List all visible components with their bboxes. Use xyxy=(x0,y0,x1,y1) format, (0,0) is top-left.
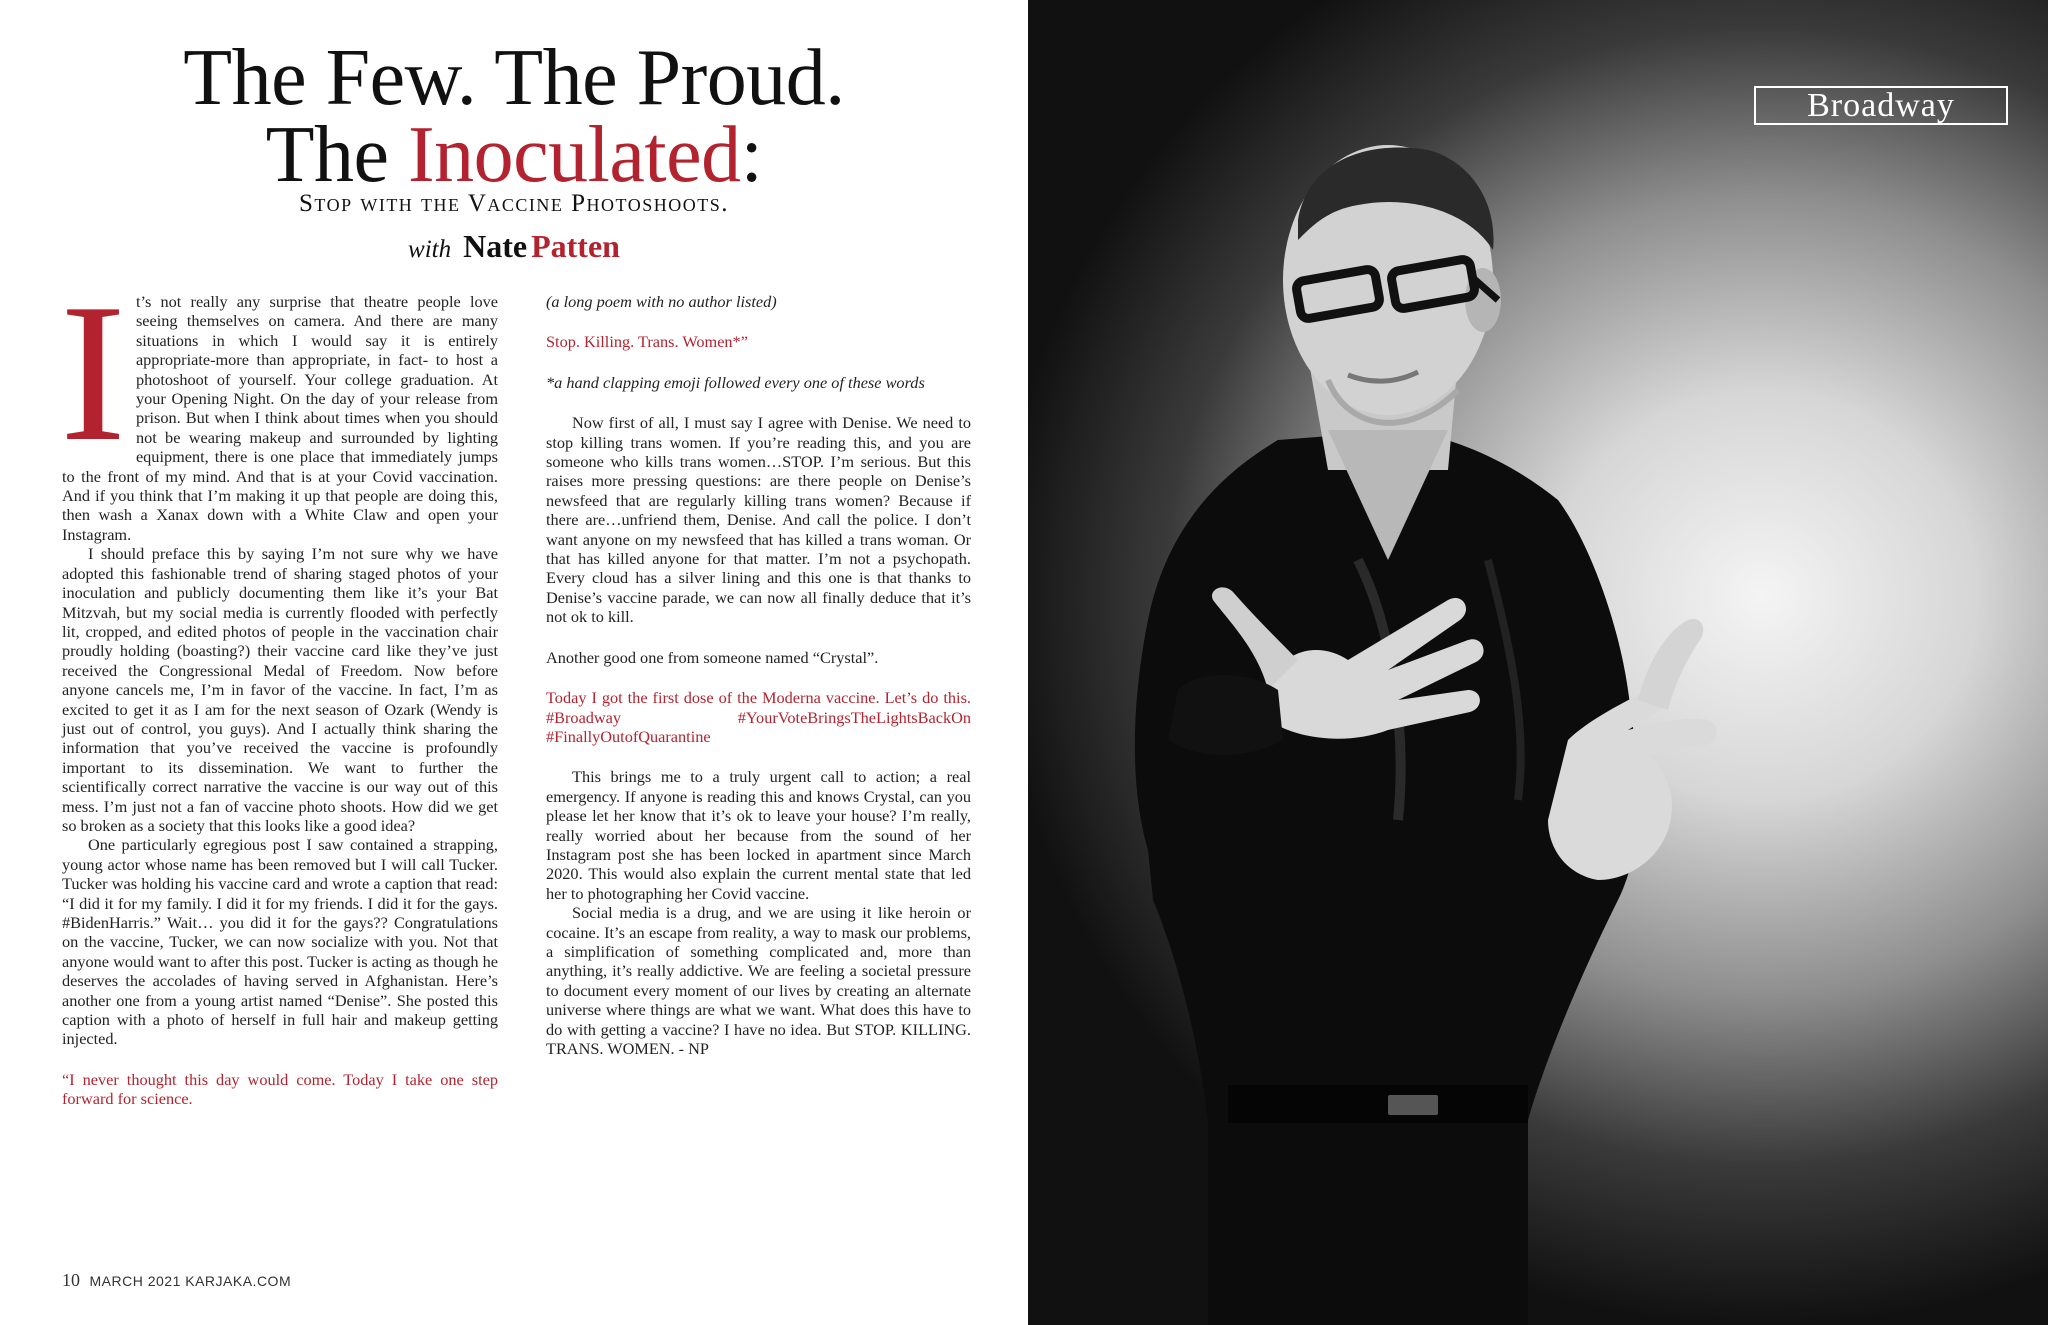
poem-note: (a long poem with no author listed) xyxy=(546,292,777,311)
page-number: 10 xyxy=(62,1270,80,1290)
paragraph: t’s not really any surprise that theatre people love seeing themselves on camera. And there are many situations in which I would say it is entirely appropriate-more than appropriate, in fact- to host a photoshoot of yourself. Your college graduation. At your Opening Night. On the day of your release from prison. But when I think about times when you should not be wearing makeup and surrounded by lighting equipment, there is one place that immediately jumps to the front of my mind. And that is at your Covid vaccination. And if you think that I’m making it up that people are doing this, then wash a Xanax down with a White Claw and open your Instagram. xyxy=(62,292,498,544)
drop-cap: I xyxy=(60,263,126,482)
section-tag: Broadway xyxy=(1754,86,2008,125)
portrait-photo xyxy=(1028,0,2048,1325)
author-last-name: Patten xyxy=(531,228,620,264)
byline xyxy=(0,228,1028,265)
paragraph: One particularly egregious post I saw contained a strapping, young actor whose name has been removed but I will call Tucker. Tucker was holding his vaccine card and wrote a caption that read: “I did it for my family. I did it for my friends. I did it for the gays. #BidenHarris.” Wait… you did it for the gays?? Congratulations on the vaccine, Tucker, we can now socialize with you. Not that anyone would want to after this post. Tucker is acting as though he deserves the accolades of having served in Afghanistan. Here’s another one from a young artist named “Denise”. She posted this caption with a photo of herself in full hair and makeup getting injected. xyxy=(62,835,498,1049)
finger-up xyxy=(1638,619,1703,710)
issue-info: MARCH 2021 KARJAKA.COM xyxy=(89,1273,292,1289)
page-footer xyxy=(62,1270,291,1291)
paragraph: Social media is a drug, and we are using it like heroin or cocaine. It’s an escape from reality, a way to mask our problems, a simplification of something complicated and, more than anything, it’s really addictive. We are feeling a societal pressure to document every moment of our lives by creating an alternate universe where things are what we want. What does this have to do with getting a vaccine? I have no idea. But STOP. KILLING. TRANS. WOMEN. - NP xyxy=(546,903,971,1058)
paragraph: Now first of all, I must say I agree with Denise. We need to stop killing trans women. If you’re reading this, and you are someone who kills trans women…STOP. I’m serious. But this raises more pressing questions: are there people on Denise’s newsfeed that are regularly killing trans women? Because if there are…unfriend them, Denise. And call the police. I don’t want anyone on my newsfeed that has killed a trans woman. Or that has killed anyone for that matter. I’m not a psychopath. Every cloud has a silver lining and this one is that thanks to Denise’s vaccine parade, we can now all finally deduce that it’s not ok to kill. xyxy=(546,413,971,627)
title-line2-post: : xyxy=(740,111,763,199)
article-column-1 xyxy=(60,263,498,1109)
pull-quote: Today I got the first dose of the Moderna vaccine. Let’s do this. #Broadway #YourVoteBringsTheLightsBackOn #FinallyOutofQuarantine xyxy=(546,688,971,746)
sleeve-left xyxy=(1168,675,1283,755)
article-subtitle: Stop with the Vaccine Photoshoots. xyxy=(299,190,729,217)
belt-buckle xyxy=(1388,1095,1438,1115)
paragraph: I should preface this by saying I’m not sure why we have adopted this fashionable trend of sharing staged photos of your inoculation and publicly documenting them like it’s your Bat Mitzvah, but my social media is currently flooded with perfectly lit, cropped, and edited photos of people in the vaccination chair proudly holding (boasting?) their vaccine card like they’ve just received the Congressional Medal of Freedom. Now before anyone cancels me, I’m in favor of the vaccine. In fact, I’m as excited to get it as I am for the next season of Ozark (Wendy is just out of control, you guys). And I actually think sharing the information that you’ve received the vaccine is profoundly important to its dissemination. We want to further the scientifically correct narrative the vaccine is our way out of this mess. I’m just not a fan of vaccine photo shoots. How did we get so broken as a society that this looks like a good idea? xyxy=(62,544,498,835)
paragraph: Another good one from someone named “Crystal”. xyxy=(546,647,879,667)
right-page-photo xyxy=(1028,0,2048,1325)
pull-quote: “I never thought this day would come. Today I take one step forward for science. xyxy=(62,1069,498,1109)
shirt-shape xyxy=(1135,430,1638,1325)
footnote: *a hand clapping emoji followed every one of these words xyxy=(546,372,925,392)
article-title-line1: The Few. The Proud. xyxy=(183,34,845,122)
belt xyxy=(1228,1085,1528,1123)
quote-end: Stop. Killing. Trans. Women*” xyxy=(546,332,748,352)
title-line2-pre: The xyxy=(265,111,408,199)
article-title-line2 xyxy=(0,111,1028,199)
article-column-2 xyxy=(546,292,971,1058)
paragraph: This brings me to a truly urgent call to action; a real emergency. If anyone is reading this and knows Crystal, can you please let her know that it’s ok to leave your house? I’m really, really worried about her because from the sound of her Instagram post she has been locked in apartment since March 2020. This would also explain the current mental state that led her to photographing her Covid vaccine. xyxy=(546,767,971,903)
title-highlight: Inoculated xyxy=(408,111,741,199)
byline-with: with xyxy=(408,236,452,263)
author-first-name: Nate xyxy=(463,228,528,264)
